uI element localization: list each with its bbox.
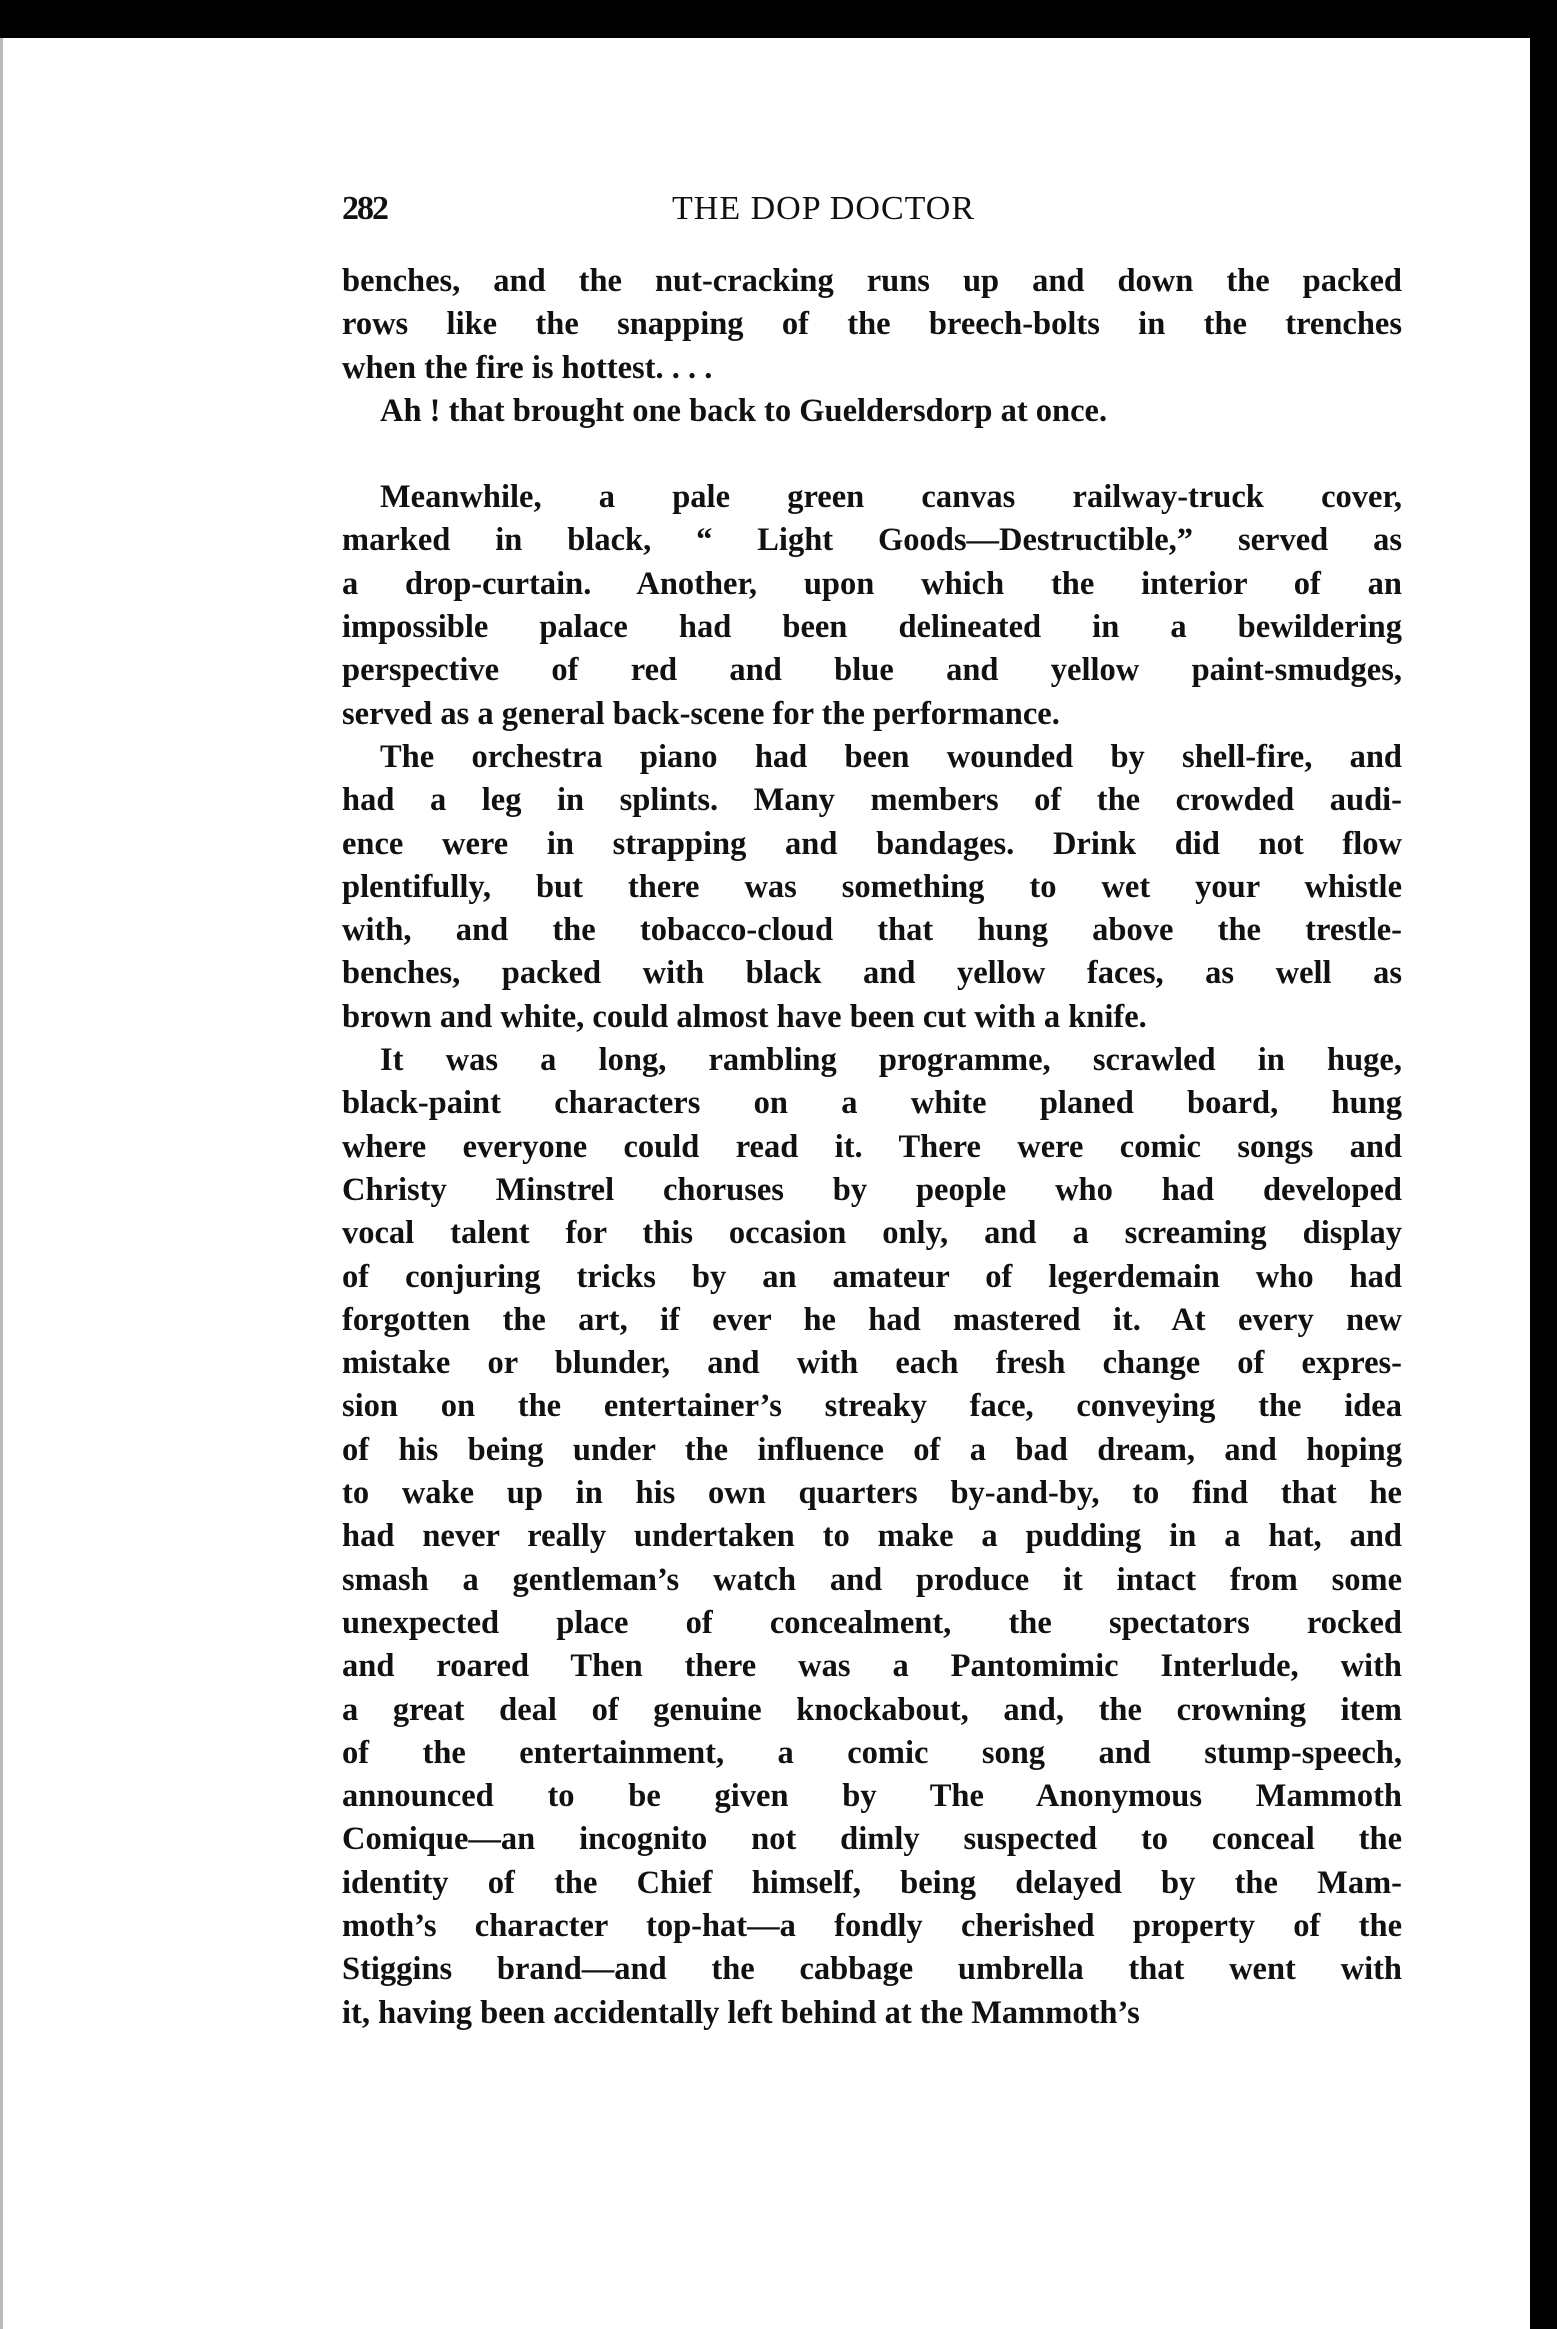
paragraph — [342, 476, 1402, 736]
text-line: announced to be given by The Anonymous Mammoth — [342, 1778, 1402, 1815]
text-line: sion on the entertainer’s streaky face, conveying the idea — [342, 1388, 1402, 1425]
text-line: moth’s character top-hat—a fondly cherished property of the — [342, 1907, 1402, 1944]
text-line: had a leg in splints. Many members of the crowded audi- — [342, 782, 1402, 819]
paragraph — [342, 260, 1402, 390]
text-line: when the fire is hottest. . . . — [342, 349, 713, 386]
text-line: where everyone could read it. There were comic songs and — [342, 1128, 1402, 1165]
text-line: a drop-curtain. Another, upon which the interior of an — [342, 565, 1402, 602]
paragraph — [342, 736, 1402, 1039]
paragraph — [342, 1039, 1402, 2035]
text-line: to wake up in his own quarters by-and-by, to find that he — [342, 1475, 1402, 1512]
page-number: 282 — [342, 190, 387, 227]
text-line: plentifully, but there was something to wet your whistle — [342, 868, 1402, 905]
text-line: a great deal of genuine knockabout, and, the crowning item — [342, 1691, 1402, 1728]
text-line: impossible palace had been delineated in a bewildering — [342, 609, 1402, 646]
text-line: smash a gentleman’s watch and produce it intact from some — [342, 1561, 1402, 1598]
text-line: and roared Then there was a Pantomimic Interlude, with — [342, 1648, 1402, 1685]
text-line: Ah ! that brought one back to Gueldersdorp at once. — [380, 392, 1108, 429]
text-line: Comique—an incognito not dimly suspected to conceal the — [342, 1821, 1402, 1858]
text-line: identity of the Chief himself, being delayed by the Mam- — [342, 1864, 1402, 1901]
text-line: benches, packed with black and yellow faces, as well as — [342, 955, 1402, 992]
text-line: ence were in strapping and bandages. Drink did not flow — [342, 825, 1402, 862]
text-line: Meanwhile, a pale green canvas railway-truck cover, — [380, 479, 1402, 516]
text-line: it, having been accidentally left behind at the Mammoth’s — [342, 1994, 1140, 2031]
paragraph-gap — [342, 433, 1402, 476]
text-line: Stiggins brand—and the cabbage umbrella that went with — [342, 1951, 1402, 1988]
text-line: served as a general back-scene for the performance. — [342, 695, 1060, 732]
text-line: of his being under the influence of a bad dream, and hoping — [342, 1431, 1402, 1468]
text-line: had never really undertaken to make a pudding in a hat, and — [342, 1518, 1402, 1555]
paragraph — [342, 390, 1402, 433]
text-line: forgotten the art, if ever he had mastered it. At every new — [342, 1301, 1402, 1338]
text-line: Christy Minstrel choruses by people who had developed — [342, 1171, 1402, 1208]
running-header — [342, 190, 1402, 238]
scan-edge — [1530, 38, 1557, 2329]
text-line: rows like the snapping of the breech-bolts in the trenches — [342, 306, 1402, 343]
text-line: black-paint characters on a white planed board, hung — [342, 1085, 1402, 1122]
text-line: of conjuring tricks by an amateur of legerdemain who had — [342, 1258, 1402, 1295]
text-line: The orchestra piano had been wounded by shell-fire, and — [380, 738, 1402, 775]
text-line: with, and the tobacco-cloud that hung above the trestle- — [342, 912, 1402, 949]
text-line: brown and white, could almost have been cut with a knife. — [342, 998, 1147, 1035]
text-line: of the entertainment, a comic song and stump-speech, — [342, 1734, 1402, 1771]
text-line: It was a long, rambling programme, scrawled in huge, — [380, 1042, 1402, 1079]
text-line: perspective of red and blue and yellow paint-smudges, — [342, 652, 1402, 689]
text-line: mistake or blunder, and with each fresh change of expres- — [342, 1345, 1402, 1382]
running-title: THE DOP DOCTOR — [672, 190, 976, 227]
text-line: benches, and the nut-cracking runs up and down the packed — [342, 263, 1402, 299]
text-line: unexpected place of concealment, the spectators rocked — [342, 1604, 1402, 1641]
text-line: marked in black, “ Light Goods—Destructible,” served as — [342, 522, 1402, 559]
page-body-text — [342, 260, 1402, 2035]
text-line: vocal talent for this occasion only, and a screaming display — [342, 1215, 1402, 1252]
